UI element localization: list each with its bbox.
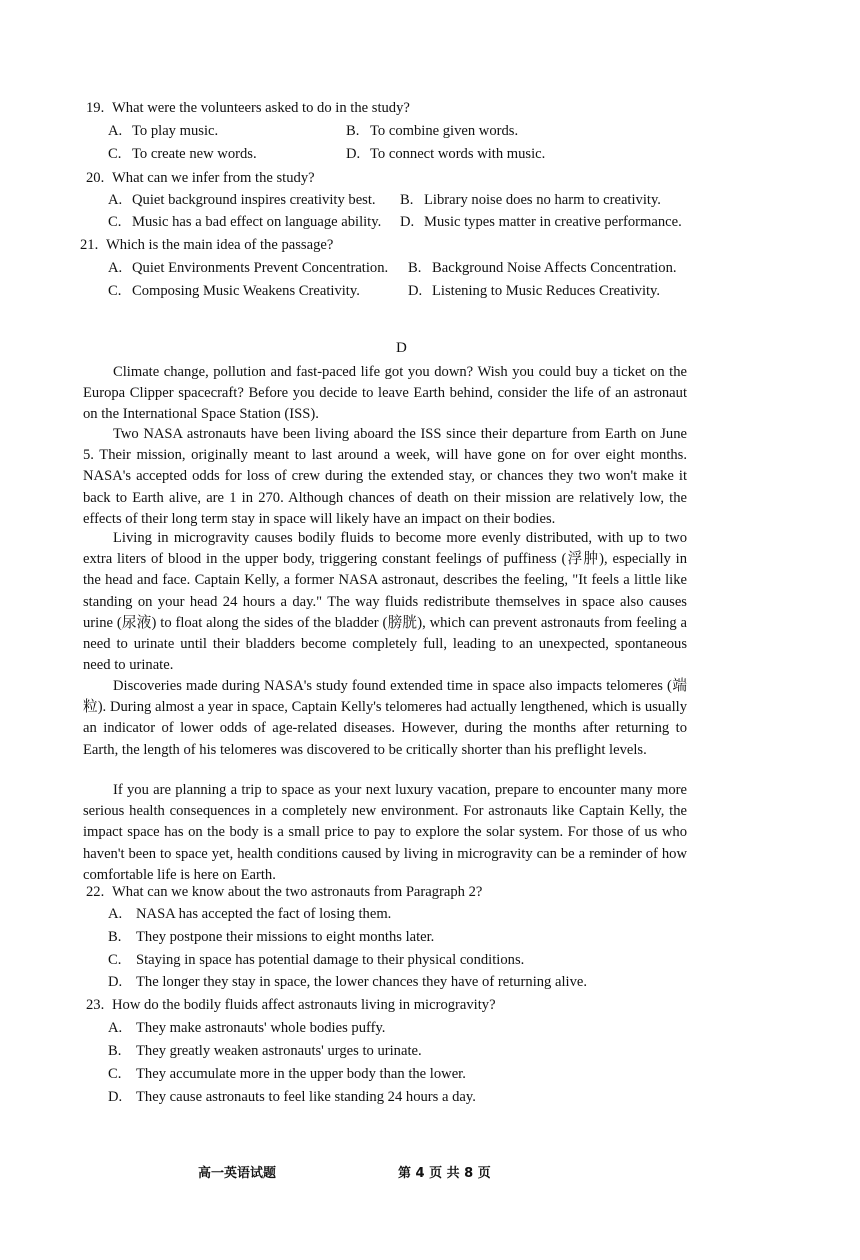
passage-paragraph-2: Two NASA astronauts have been living aboard the ISS since their departure from Earth on June 5. Their mission, originally meant to last around a week, will have gone on for over eight months. NASA's accepted odds for loss of crew during the extended stay, or chances they two won't make it back to Earth alive, are 1 in 270. Although chances of death on their mission are relatively low, the effects of their long term stay in space will likely have an impact on their bodies. [83, 426, 687, 527]
question-text: Which is the main idea of the passage? [106, 237, 334, 253]
question-23 [86, 997, 496, 1014]
option-c: C. Staying in space has potential damage to their physical conditions. [108, 952, 525, 968]
question-number: 19. [86, 100, 105, 116]
passage-paragraph-1: Climate change, pollution and fast-paced life got you down? Wish you could buy a ticket on the Europa Clipper spacecraft? Before you decide to leave Earth behind, consider the life of an astronaut on the International Space Station (ISS). [83, 364, 687, 423]
option-c: C. They accumulate more in the upper body than the lower. [108, 1066, 466, 1082]
option-d: D. To connect words with music. [346, 146, 546, 162]
question-text: How do the bodily fluids affect astronauts living in microgravity? [112, 997, 496, 1013]
question-number: 22. [86, 884, 105, 900]
option-d: D. The longer they stay in space, the lower chances they have of returning alive. [108, 974, 588, 990]
option-b: B. To combine given words. [346, 123, 519, 139]
option-b: B. Background Noise Affects Concentration. [408, 260, 677, 276]
footer-page-number: 第 4 页 共 8 页 [398, 1166, 491, 1181]
question-20 [86, 170, 315, 187]
question-22 [86, 884, 482, 901]
question-text: What can we know about the two astronauts from Paragraph 2? [112, 884, 483, 900]
option-c: C. To create new words. [108, 146, 257, 162]
passage-paragraph-3: Living in microgravity causes bodily fluids to become more evenly distributed, with up to two extra liters of blood in the upper body, triggering constant feelings of puffiness (浮肿), especially in the head and face. Captain Kelly, a former NASA astronaut, describes the feeling, "It feels a little like standing on your head 24 hours a day." The way fluids redistribute themselves in space also causes urine (尿液) to float along the sides of the bladder (膀胱), which can prevent astronauts from feeling a need to urinate until their bladders become completely full, leading to an unexpected, spontaneous need to urinate. [83, 530, 687, 674]
option-d: D. Music types matter in creative performance. [400, 214, 682, 230]
option-a: A. NASA has accepted the fact of losing them. [108, 906, 392, 922]
option-d: D. Listening to Music Reduces Creativity. [408, 283, 661, 299]
question-21 [80, 237, 333, 254]
question-19 [86, 100, 410, 117]
passage-paragraph-5: If you are planning a trip to space as your next luxury vacation, prepare to encounter many more serious health consequences in a completely new environment. For astronauts like Captain Kelly, the impact space has on the body is a small price to pay to explore the solar system. For those of us who haven't been to space yet, health conditions caused by living in microgravity can be a reminder of how comfortable life is here on Earth. [83, 782, 687, 883]
footer-subject: 高一英语试题 [198, 1166, 277, 1181]
question-number: 20. [86, 170, 105, 186]
option-b: B. They greatly weaken astronauts' urges to urinate. [108, 1043, 422, 1059]
option-a: A. To play music. [108, 123, 219, 139]
passage-paragraph-4: Discoveries made during NASA's study found extended time in space also impacts telomeres (端粒). During almost a year in space, Captain Kelly's telomeres had actually lengthened, which is usually an indicator of lower odds of age-related diseases. However, during the months after returning to Earth, the length of his telomeres was discovered to be critically shorter than his preflight levels. [83, 678, 687, 758]
option-b: B. They postpone their missions to eight months later. [108, 929, 435, 945]
question-text: What can we infer from the study? [112, 170, 315, 186]
option-b: B. Library noise does no harm to creativity. [400, 192, 661, 208]
option-a: A. Quiet background inspires creativity best. [108, 192, 376, 208]
question-number: 21. [80, 237, 99, 253]
section-heading: D [396, 340, 407, 356]
option-a: A. Quiet Environments Prevent Concentration. [108, 260, 389, 276]
option-c: C. Music has a bad effect on language ability. [108, 214, 382, 230]
option-c: C. Composing Music Weakens Creativity. [108, 283, 360, 299]
option-a: A. They make astronauts' whole bodies puffy. [108, 1020, 386, 1036]
option-d: D. They cause astronauts to feel like standing 24 hours a day. [108, 1089, 476, 1105]
question-text: What were the volunteers asked to do in the study? [112, 100, 410, 116]
question-number: 23. [86, 997, 105, 1013]
